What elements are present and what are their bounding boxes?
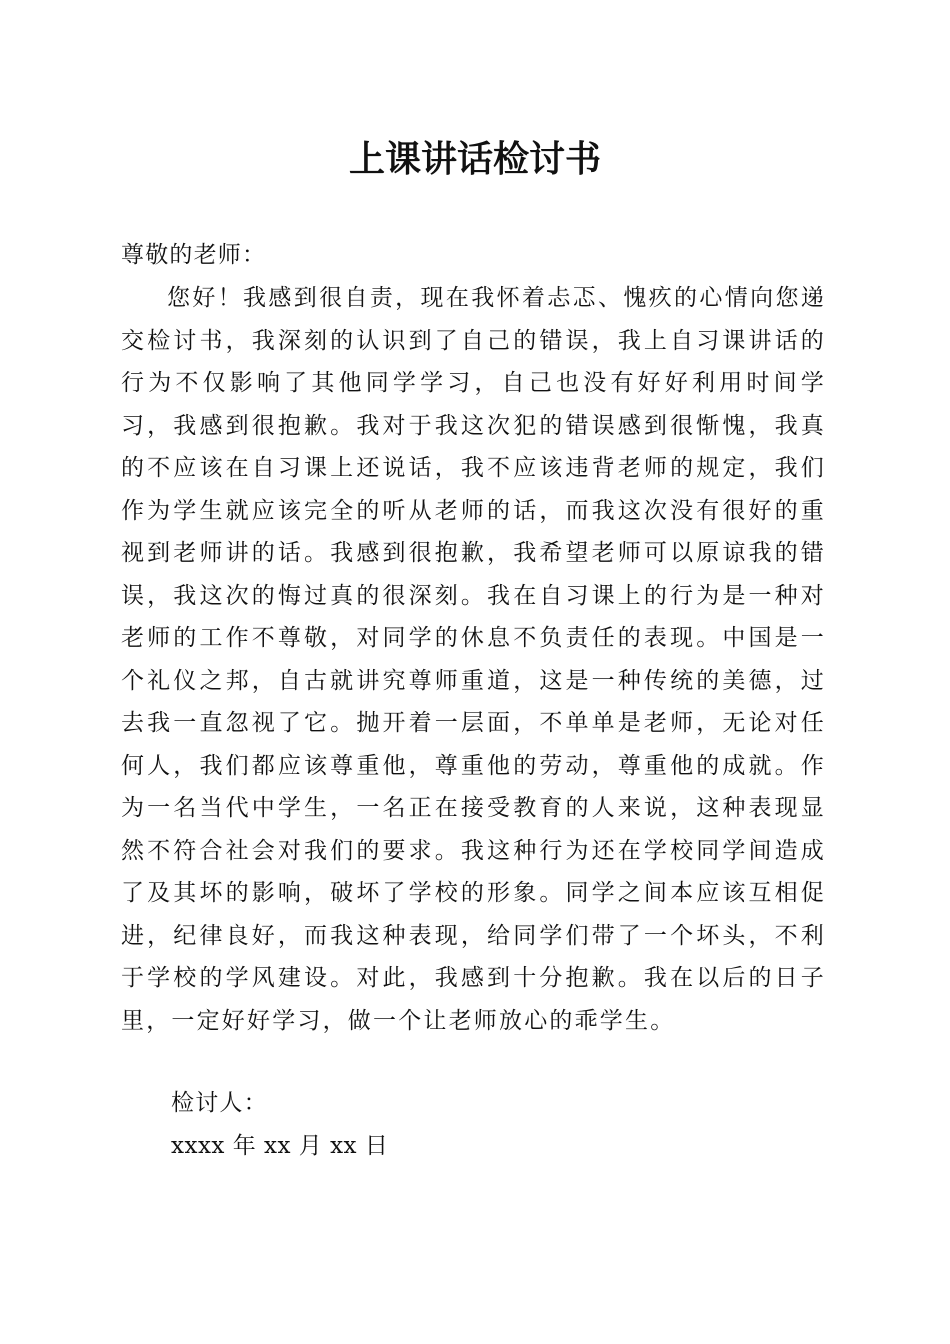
greeting-line: 尊敬的老师：	[121, 242, 267, 268]
body-paragraph: 您好！我感到很自责，现在我怀着忐忑、愧疚的心情向您递交检讨书，我深刻的认识到了自己的错误，我上自习课讲话的行为不仅影响了其他同学学习，自己也没有好好利用时间学习，我感到很抱歉。我对于我这次犯的错误感到很惭愧，我真的不应该在自习课上还说话，我不应该违背老师的规定，我们作为学生就应该完全的听从老师的话，而我这次没有很好的重视到老师讲的话。我感到很抱歉，我希望老师可以原谅我的错误，我这次的悔过真的很深刻。我在自习课上的行为是一种对老师的工作不尊敬，对同学的休息不负责任的表现。中国是一个礼仪之邦，自古就讲究尊师重道，这是一种传统的美德，过去我一直忽视了它。抛开着一层面，不单单是老师，无论对任何人，我们都应该尊重他，尊重他的劳动，尊重他的成就。作为一名当代中学生，一名正在接受教育的人来说，这种表现显然不符合社会对我们的要求。我这种行为还在学校同学间造成了及其坏的影响，破坏了学校的形象。同学之间本应该互相促进，纪律良好，而我这种表现，给同学们带了一个坏头，不利于学校的学风建设。对此，我感到十分抱歉。我在以后的日子里，一定好好学习，做一个让老师放心的乖学生。	[121, 285, 826, 1034]
signer-label: 检讨人：	[171, 1090, 268, 1116]
date-line: xxxx 年 xx 月 xx 日	[171, 1133, 389, 1159]
document-title: 上课讲话检讨书	[348, 138, 601, 180]
